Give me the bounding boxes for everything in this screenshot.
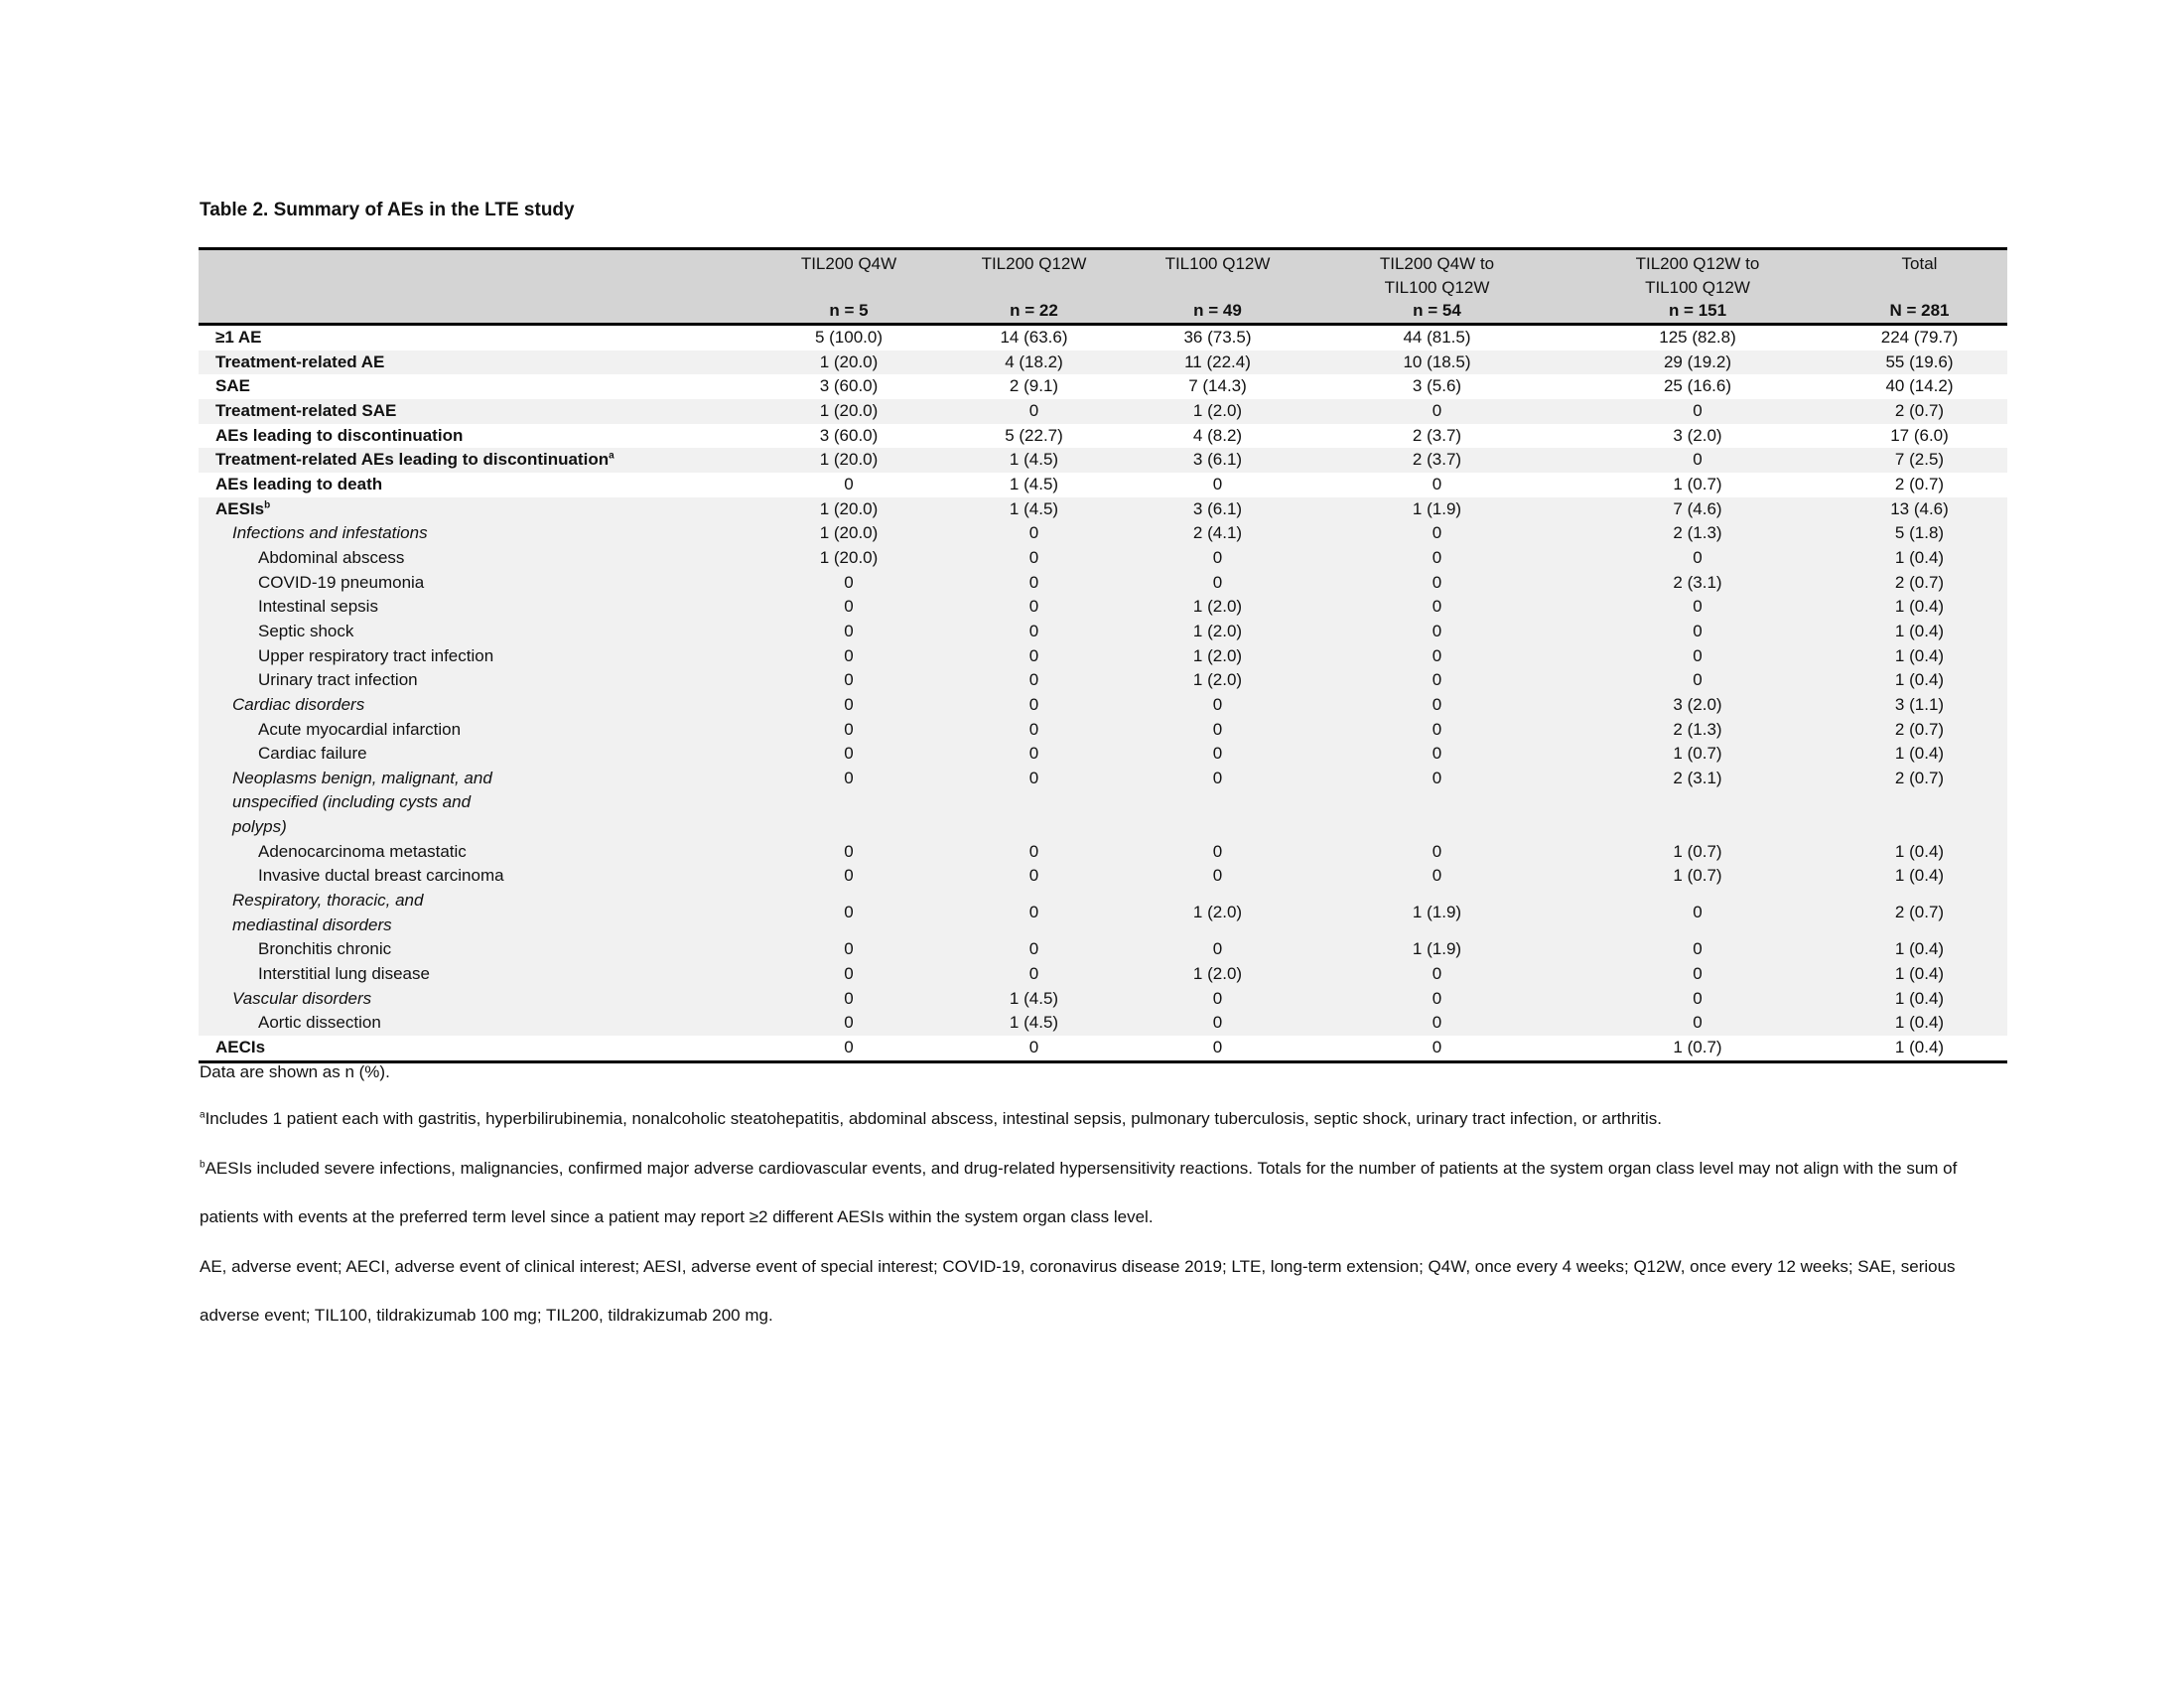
cell-value: 2 (3.7) — [1412, 450, 1462, 470]
table-row — [199, 864, 2007, 889]
cell-value: 2 (0.7) — [1894, 400, 1945, 420]
cell-value: 2 (9.1) — [1009, 376, 1059, 396]
cell-value: 0 — [1028, 719, 1039, 739]
table-row — [199, 840, 2007, 865]
cell-value: 0 — [1212, 547, 1223, 567]
row-label-text: Septic shock — [258, 621, 354, 640]
cell-value: 0 — [1432, 768, 1442, 787]
column-n: n = 54 — [1413, 301, 1461, 320]
cell-value: 0 — [1125, 1036, 1310, 1061]
row-label — [199, 767, 754, 840]
row-label-text: ≥1 AE — [215, 328, 262, 347]
table-header-row — [199, 249, 2007, 325]
cell-value: 125 (82.8) — [1659, 328, 1736, 347]
row-label-text: AECIs — [215, 1038, 266, 1057]
cell-value: 1 (0.4) — [1894, 597, 1945, 617]
table-row — [199, 325, 2007, 351]
row-label-text: Infections and infestations — [232, 523, 428, 543]
row-label-text: Cardiac disorders — [232, 694, 365, 714]
cell-value: 1 (0.4) — [1894, 866, 1945, 886]
header-label-column — [199, 249, 754, 325]
cell-value: 0 — [1212, 939, 1223, 959]
cell-value: 0 — [1693, 939, 1703, 959]
cell-value: 1 (20.0) — [819, 523, 879, 543]
cell-value: 5 (22.7) — [1005, 425, 1063, 445]
table-row — [199, 399, 2007, 424]
cell-value: 5 (1.8) — [1894, 523, 1945, 543]
cell-value: 0 — [1693, 670, 1703, 690]
table-row — [199, 374, 2007, 399]
column-name: TIL100 Q12W — [1164, 254, 1271, 273]
table-row — [199, 620, 2007, 644]
table-row — [199, 424, 2007, 449]
row-label — [199, 351, 754, 375]
cell-value: 0 — [1693, 400, 1703, 420]
cell-value: 2 (3.7) — [1412, 425, 1462, 445]
cell-value: 1 (0.7) — [1673, 744, 1722, 764]
column-header — [754, 249, 943, 325]
cell-value: 0 — [943, 1036, 1125, 1061]
cell-value: 0 — [844, 866, 854, 886]
cell-value: 3 (6.1) — [1192, 498, 1243, 518]
column-n: N = 281 — [1889, 301, 1950, 320]
cell-value: 0 — [1028, 694, 1039, 714]
cell-value: 0 — [1028, 621, 1039, 640]
row-label-text: Treatment-related AE — [215, 352, 385, 371]
row-label — [199, 864, 754, 889]
row-label-text: Aortic dissection — [258, 1013, 381, 1033]
cell-value: 0 — [1028, 645, 1039, 665]
cell-value: 0 — [1028, 841, 1039, 861]
ae-summary-table — [199, 247, 2007, 1063]
row-label — [199, 571, 754, 596]
cell-value: 1 (20.0) — [819, 498, 879, 518]
cell-value: 0 — [1432, 694, 1442, 714]
cell-value: 1 (0.4) — [1894, 744, 1945, 764]
table-title: Table 2. Summary of AEs in the LTE study — [200, 200, 575, 220]
footnote-a — [200, 1094, 2016, 1144]
row-label — [199, 497, 754, 522]
column-n: n = 5 — [829, 301, 869, 320]
cell-value: 25 (16.6) — [1663, 376, 1732, 396]
row-label — [199, 1011, 754, 1036]
cell-value: 0 — [1432, 645, 1442, 665]
row-label — [199, 595, 754, 620]
cell-value: 1 (0.4) — [1894, 964, 1945, 984]
row-label — [199, 742, 754, 767]
cell-value: 224 (79.7) — [1880, 328, 1959, 347]
table-row — [199, 718, 2007, 743]
cell-value: 1 (4.5) — [1009, 498, 1059, 518]
cell-value: 0 — [1432, 841, 1442, 861]
cell-value: 0 — [844, 645, 854, 665]
footnote-marker: b — [264, 498, 271, 510]
row-label — [199, 693, 754, 718]
column-header — [1310, 249, 1564, 325]
table-row — [199, 668, 2007, 693]
cell-value: 1 (1.9) — [1412, 903, 1462, 922]
cell-value: 0 — [844, 768, 854, 787]
cell-value: 0 — [1028, 400, 1039, 420]
cell-value: 1 (2.0) — [1192, 964, 1243, 984]
cell-value: 40 (14.2) — [1885, 376, 1954, 396]
cell-value: 0 — [1212, 474, 1223, 493]
row-label — [199, 937, 754, 962]
cell-value: 0 — [1212, 841, 1223, 861]
row-label — [199, 889, 754, 937]
row-label — [199, 448, 754, 473]
cell-value: 7 (14.3) — [1188, 376, 1247, 396]
row-label-text: AESIs — [215, 498, 265, 518]
cell-value: 1 (0.4) — [1894, 939, 1945, 959]
row-label-text: AEs leading to discontinuation — [215, 425, 464, 445]
row-label — [199, 718, 754, 743]
column-name: TIL200 Q12W — [981, 254, 1087, 273]
column-name: Total — [1901, 254, 1938, 273]
footnote-a-text: Includes 1 patient each with gastritis, hyperbilirubinemia, nonalcoholic steatohepatitis, abdominal abscess, intestinal sepsis, pulmonary tuberculosis, septic shock, urinary tract infection, or arthritis. — [205, 1109, 1663, 1128]
row-label-text: Vascular disorders — [232, 988, 372, 1008]
cell-value: 0 — [844, 621, 854, 640]
cell-value: 44 (81.5) — [1403, 328, 1471, 347]
cell-value: 0 — [1432, 866, 1442, 886]
cell-value: 0 — [844, 903, 854, 922]
cell-value: 1 (0.4) — [1894, 841, 1945, 861]
table-row — [199, 448, 2007, 473]
cell-value: 7 (2.5) — [1894, 450, 1945, 470]
cell-value: 0 — [1028, 572, 1039, 592]
cell-value: 2 (0.7) — [1894, 903, 1945, 922]
cell-value: 1 (0.7) — [1673, 866, 1722, 886]
row-label-text: AEs leading to death — [215, 474, 383, 493]
footnote-b — [200, 1144, 2016, 1242]
cell-value: 1 (4.5) — [1009, 474, 1059, 493]
cell-value: 0 — [844, 719, 854, 739]
cell-value: 7 (4.6) — [1673, 498, 1722, 518]
table-row — [199, 937, 2007, 962]
cell-value: 0 — [1432, 597, 1442, 617]
row-label-text: SAE — [215, 376, 250, 396]
cell-value: 2 (3.1) — [1673, 768, 1722, 787]
cell-value: 1 (1.9) — [1412, 939, 1462, 959]
cell-value: 1 (20.0) — [819, 450, 879, 470]
cell-value: 14 (63.6) — [1000, 328, 1068, 347]
cell-value: 0 — [844, 670, 854, 690]
cell-value: 13 (4.6) — [1890, 498, 1949, 518]
cell-value: 1 (0.4) — [1894, 988, 1945, 1008]
cell-value: 2 (1.3) — [1673, 523, 1722, 543]
cell-value: 4 (18.2) — [1005, 352, 1063, 371]
cell-value: 1 (2.0) — [1192, 621, 1243, 640]
cell-value: 0 — [1432, 474, 1442, 493]
cell-value: 0 — [1432, 572, 1442, 592]
cell-value: 1 (0.4) — [1894, 1013, 1945, 1033]
row-label-text: Abdominal abscess — [258, 547, 405, 567]
cell-value: 3 (5.6) — [1412, 376, 1462, 396]
cell-value: 0 — [1693, 450, 1703, 470]
cell-value: 0 — [1693, 645, 1703, 665]
cell-value: 0 — [1212, 719, 1223, 739]
row-label-text: Invasive ductal breast carcinoma — [258, 866, 504, 886]
row-label — [199, 399, 754, 424]
cell-value: 1 (2.0) — [1192, 597, 1243, 617]
cell-value: 10 (18.5) — [1403, 352, 1471, 371]
cell-value: 1 (0.4) — [1894, 547, 1945, 567]
table-row — [199, 693, 2007, 718]
cell-value: 36 (73.5) — [1183, 328, 1252, 347]
cell-value: 0 — [1212, 988, 1223, 1008]
cell-value: 1 (20.0) — [819, 400, 879, 420]
row-label — [199, 325, 754, 351]
cell-value: 1 (0.7) — [1673, 474, 1722, 493]
cell-value: 0 — [1432, 964, 1442, 984]
row-label-text: Treatment-related AEs leading to discontinuation — [215, 450, 610, 470]
cell-value: 5 (100.0) — [814, 328, 884, 347]
cell-value: 3 (2.0) — [1673, 425, 1722, 445]
column-name: TIL200 Q4W to TIL100 Q12W — [1379, 254, 1495, 297]
table-row — [199, 497, 2007, 522]
cell-value: 1 (1.9) — [1412, 498, 1462, 518]
cell-value: 1 (4.5) — [1009, 450, 1059, 470]
row-label-text: Acute myocardial infarction — [258, 719, 462, 739]
cell-value: 4 (8.2) — [1192, 425, 1243, 445]
cell-value: 0 — [844, 841, 854, 861]
row-label-text: Neoplasms benign, malignant, and unspecified (including cysts and polyps) — [232, 768, 492, 837]
row-label — [199, 668, 754, 693]
cell-value: 0 — [844, 744, 854, 764]
cell-value: 2 (1.3) — [1673, 719, 1722, 739]
cell-value: 1 (0.4) — [1894, 621, 1945, 640]
cell-value: 0 — [1028, 547, 1039, 567]
cell-value: 2 (4.1) — [1192, 523, 1243, 543]
cell-value: 2 (3.1) — [1673, 572, 1722, 592]
column-n: n = 151 — [1668, 301, 1727, 320]
cell-value: 1 (0.7) — [1673, 841, 1722, 861]
row-label — [199, 620, 754, 644]
cell-value: 0 — [1432, 621, 1442, 640]
cell-value: 1 (0.7) — [1564, 1036, 1832, 1061]
cell-value: 1 (0.4) — [1894, 670, 1945, 690]
cell-value: 1 (2.0) — [1192, 670, 1243, 690]
cell-value: 2 (0.7) — [1894, 572, 1945, 592]
footnote-marker: a — [609, 450, 614, 462]
row-label — [199, 374, 754, 399]
abbreviations: AE, adverse event; AECI, adverse event of clinical interest; AESI, adverse event of special interest; COVID-19, coronavirus disease 2019; LTE, long-term extension; Q4W, once every 4 weeks; Q12W, once every 12 weeks; SAE, serious adverse event; TIL100, tildrakizumab 100 mg; TIL200, tildrakizumab 200 mg. — [200, 1256, 1956, 1325]
row-label — [199, 987, 754, 1012]
cell-value: 1 (4.5) — [1009, 988, 1059, 1008]
row-label-text: Urinary tract infection — [258, 670, 418, 690]
cell-value: 0 — [1028, 866, 1039, 886]
cell-value: 1 (2.0) — [1192, 645, 1243, 665]
cell-value: 0 — [1432, 547, 1442, 567]
table-row — [199, 521, 2007, 546]
data-note: Data are shown as n (%). — [200, 1062, 390, 1081]
cell-value: 0 — [1028, 670, 1039, 690]
cell-value: 0 — [1432, 400, 1442, 420]
row-label-text: COVID-19 pneumonia — [258, 572, 425, 592]
row-label-text: Treatment-related SAE — [215, 400, 397, 420]
cell-value: 0 — [1212, 768, 1223, 787]
cell-value: 55 (19.6) — [1885, 352, 1954, 371]
cell-value: 0 — [1432, 1013, 1442, 1033]
footnote-b-text: AESIs included severe infections, malignancies, confirmed major adverse cardiovascular events, and drug-related hypersensitivity reactions. Totals for the number of patients at the system organ class level may not align with the sum of patients with events at the preferred term level since a patient may report ≥2 different AESIs within the system organ class level. — [200, 1158, 1958, 1226]
cell-value: 3 (60.0) — [819, 376, 879, 396]
cell-value: 3 (60.0) — [819, 425, 879, 445]
cell-value: 0 — [1310, 1036, 1564, 1061]
row-label-text: Upper respiratory tract infection — [258, 645, 494, 665]
cell-value: 0 — [1693, 547, 1703, 567]
column-n: n = 22 — [1010, 301, 1058, 320]
row-label — [199, 840, 754, 865]
cell-value: 1 (20.0) — [819, 352, 879, 371]
cell-value: 0 — [1028, 939, 1039, 959]
cell-value: 0 — [844, 1013, 854, 1033]
table-row — [199, 546, 2007, 571]
cell-value: 0 — [1028, 903, 1039, 922]
cell-value: 0 — [844, 694, 854, 714]
cell-value: 0 — [1693, 597, 1703, 617]
cell-value: 3 (2.0) — [1673, 694, 1722, 714]
cell-value: 0 — [1432, 670, 1442, 690]
row-label — [199, 644, 754, 669]
cell-value: 0 — [844, 572, 854, 592]
row-label-text: Adenocarcinoma metastatic — [258, 841, 467, 861]
cell-value: 0 — [1212, 866, 1223, 886]
table-row — [199, 767, 2007, 840]
cell-value: 1 (20.0) — [819, 547, 879, 567]
cell-value: 3 (6.1) — [1192, 450, 1243, 470]
cell-value: 0 — [844, 597, 854, 617]
row-label-text: Interstitial lung disease — [258, 964, 430, 984]
cell-value: 1 (4.5) — [1009, 1013, 1059, 1033]
footnote-b-mark: b — [200, 1158, 205, 1170]
cell-value: 0 — [1028, 597, 1039, 617]
table-row — [199, 571, 2007, 596]
cell-value: 0 — [1212, 1013, 1223, 1033]
table-footnotes — [200, 1058, 2016, 1340]
cell-value: 2 (0.7) — [1894, 768, 1945, 787]
row-label-text: Respiratory, thoracic, and mediastinal disorders — [232, 891, 424, 934]
cell-value: 1 (0.4) — [1832, 1036, 2007, 1061]
cell-value: 29 (19.2) — [1663, 352, 1732, 371]
cell-value: 0 — [1028, 744, 1039, 764]
cell-value: 0 — [1693, 621, 1703, 640]
cell-value: 0 — [1693, 964, 1703, 984]
row-label — [199, 473, 754, 497]
cell-value: 1 (0.4) — [1894, 645, 1945, 665]
table-row — [199, 351, 2007, 375]
row-label — [199, 962, 754, 987]
cell-value: 0 — [1693, 988, 1703, 1008]
column-header — [1125, 249, 1310, 325]
cell-value: 0 — [1432, 719, 1442, 739]
table-row — [199, 644, 2007, 669]
table-body — [199, 325, 2007, 1062]
table-row — [199, 962, 2007, 987]
cell-value: 0 — [844, 988, 854, 1008]
row-label-text: Bronchitis chronic — [258, 939, 392, 959]
table-row — [199, 595, 2007, 620]
cell-value: 0 — [844, 474, 854, 493]
table-row — [199, 987, 2007, 1012]
cell-value: 3 (1.1) — [1894, 694, 1945, 714]
cell-value: 0 — [844, 964, 854, 984]
table-row — [199, 742, 2007, 767]
cell-value: 2 (0.7) — [1894, 719, 1945, 739]
table-row — [199, 1011, 2007, 1036]
cell-value: 11 (22.4) — [1184, 352, 1251, 371]
column-header — [1564, 249, 1832, 325]
column-header — [943, 249, 1125, 325]
cell-value: 0 — [1028, 523, 1039, 543]
cell-value: 0 — [754, 1036, 943, 1061]
column-header — [1832, 249, 2007, 325]
cell-value: 1 (2.0) — [1192, 903, 1243, 922]
cell-value: 0 — [1028, 768, 1039, 787]
cell-value: 1 (2.0) — [1192, 400, 1243, 420]
cell-value: 0 — [1028, 964, 1039, 984]
column-name: TIL200 Q4W — [800, 254, 897, 273]
cell-value: 17 (6.0) — [1890, 425, 1949, 445]
cell-value: 0 — [1212, 744, 1223, 764]
cell-value: 0 — [1432, 523, 1442, 543]
table-row — [199, 473, 2007, 497]
column-n: n = 49 — [1193, 301, 1242, 320]
cell-value: 0 — [1212, 572, 1223, 592]
cell-value: 0 — [1693, 903, 1703, 922]
cell-value: 0 — [1432, 744, 1442, 764]
row-label-text: Cardiac failure — [258, 744, 367, 764]
column-name: TIL200 Q12W to TIL100 Q12W — [1635, 254, 1760, 297]
row-label-text: Intestinal sepsis — [258, 597, 378, 617]
cell-value: 0 — [1693, 1013, 1703, 1033]
footnote-a-mark: a — [200, 1109, 205, 1121]
row-label — [199, 424, 754, 449]
cell-value: 2 (0.7) — [1894, 474, 1945, 493]
cell-value: 0 — [844, 939, 854, 959]
row-label — [199, 521, 754, 546]
row-label — [199, 546, 754, 571]
table-row — [199, 889, 2007, 937]
cell-value: 0 — [1432, 988, 1442, 1008]
cell-value: 0 — [1212, 694, 1223, 714]
